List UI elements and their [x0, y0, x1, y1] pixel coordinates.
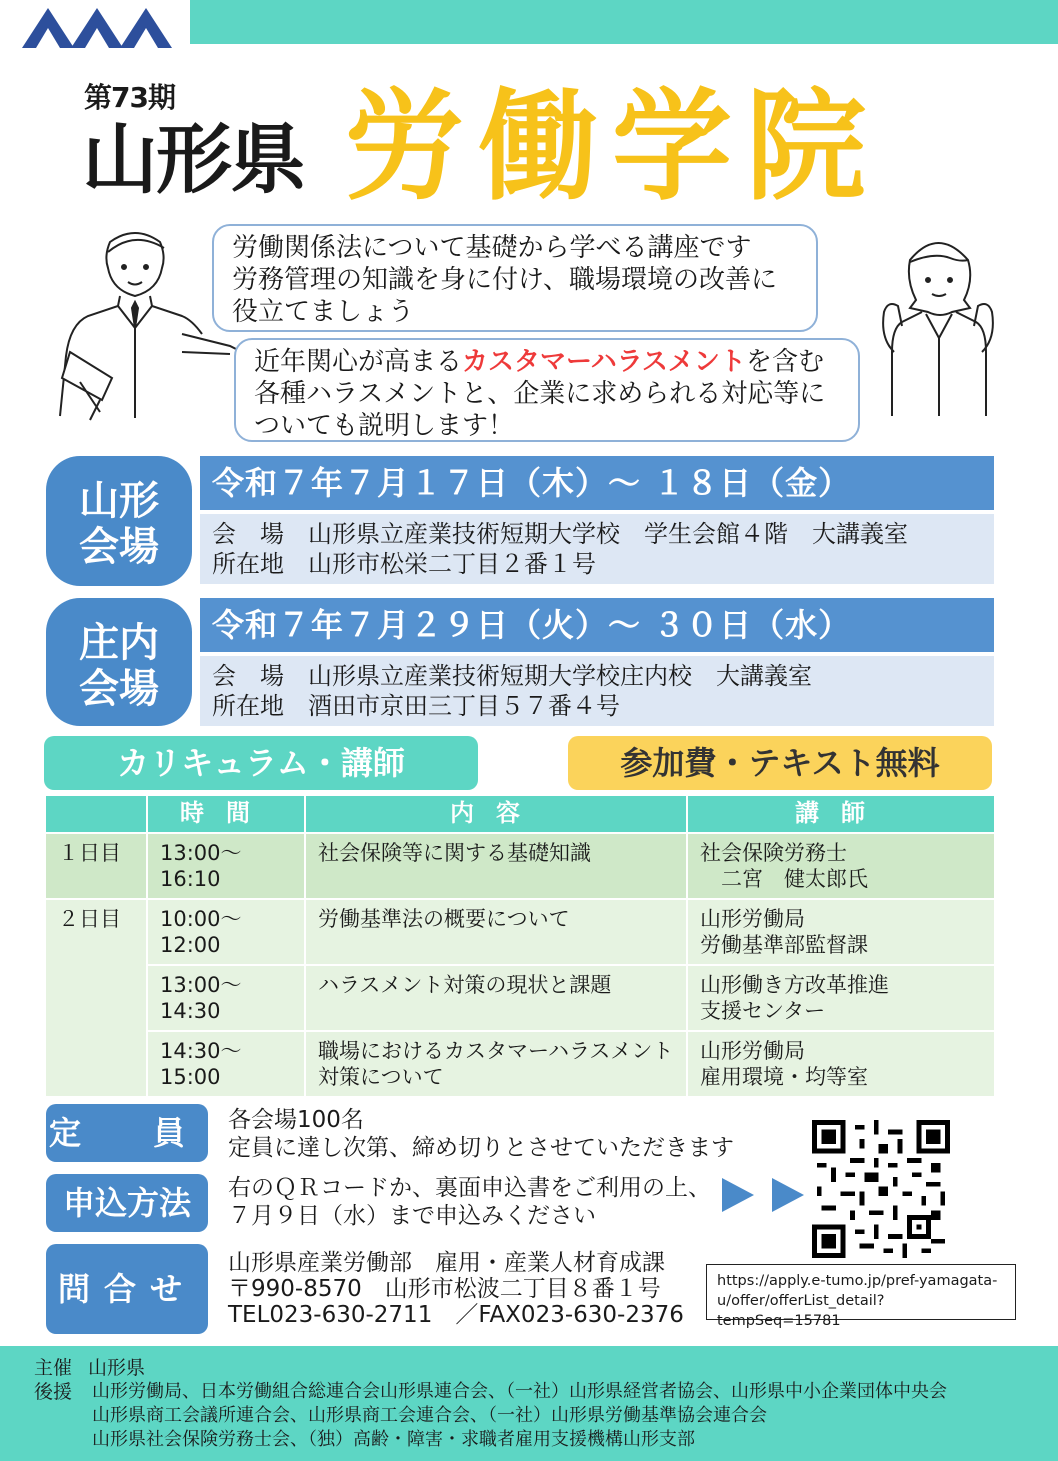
lecturer-line: 二宮 健太郎氏 [700, 867, 868, 891]
table-row [45, 1031, 995, 1097]
url-line: u/offer/offerList_detail?tempSeq=15781 [717, 1293, 885, 1329]
footer [0, 1346, 1058, 1461]
lecturer-line: 山形働き方改革推進 [700, 973, 889, 997]
arrow-right-icon [722, 1178, 754, 1212]
bubble-line: 労働関係法について基礎から学べる講座です [232, 233, 752, 263]
arrow-right-icon [772, 1178, 804, 1212]
contact-line: 山形県産業労働部 雇用・産業人材育成課 [228, 1250, 665, 1276]
top-banner [190, 0, 1058, 44]
bubble-line: ついても説明します！ [254, 411, 515, 441]
lecturer-line: 山形労働局 [700, 1039, 805, 1063]
day-cell: １日目 [45, 833, 147, 899]
term-label: 第73期 [84, 81, 175, 114]
venue-address-box [200, 656, 994, 726]
application-method-label: 申込方法 [46, 1174, 208, 1232]
content-cell: ハラスメント対策の現状と課題 [305, 965, 687, 1031]
institute-title: 労働学院 [344, 78, 880, 217]
bubble-line [254, 346, 840, 378]
businesswoman-illustration [874, 230, 1002, 416]
lecturer-line: 労働基準部監督課 [700, 933, 868, 957]
bubble-text: 近年関心が高まる [254, 347, 463, 377]
lecturer-cell [687, 833, 995, 899]
bubble-text: を含む [745, 347, 824, 377]
time-cell: 13:00～14:30 [147, 965, 305, 1031]
support-line: 山形労働局、日本労働組合総連合会山形県連合会、（一社）山形県経営者協会、山形県中小企業団体中央会 [92, 1381, 947, 1402]
lecturer-cell [687, 1031, 995, 1097]
support-line: 山形県商工会議所連合会、山形県商工会連合会、（一社）山形県労働基準協会連合会 [92, 1405, 767, 1426]
bubble-line: 各種ハラスメントと、企業に求められる対応等に [254, 379, 826, 409]
capacity-line: 各会場100名 [228, 1107, 364, 1133]
contact-line: 〒990-8570 山形市松波二丁目８番１号 [228, 1276, 661, 1302]
speech-bubble-1 [212, 224, 818, 332]
url-line: https://apply.e-tumo.jp/pref-yamagata- [717, 1273, 998, 1289]
venue-place: 会 場 山形県立産業技術短期大学校 学生会館４階 大講義室 [212, 520, 908, 548]
table-header: 内容 [305, 795, 687, 833]
time-cell: 10:00～12:00 [147, 899, 305, 965]
qr-code[interactable] [812, 1120, 950, 1258]
table-row [45, 833, 995, 899]
footer-host-row [34, 1356, 145, 1380]
table-header-row [45, 795, 995, 833]
contact-text [228, 1250, 684, 1328]
support-label: 後援 [34, 1381, 73, 1403]
venue-date: 令和７年７月２９日（火）～ ３０日（水） [200, 598, 994, 652]
venue-address: 所在地 酒田市京田三丁目５７番４号 [212, 692, 620, 720]
day-cell: ２日目 [45, 899, 147, 1097]
venue-tag-line: 山形 [79, 478, 159, 524]
venue-address: 所在地 山形市松栄二丁目２番１号 [212, 550, 596, 578]
venue-address-box [200, 514, 994, 584]
contact-label: 問合せ [46, 1244, 208, 1334]
free-fee-label: 参加費・テキスト無料 [568, 736, 992, 790]
content-cell: 労働基準法の概要について [305, 899, 687, 965]
content-cell [305, 1031, 687, 1097]
content-line: 職場におけるカスタマーハラスメント [318, 1039, 674, 1063]
lecturer-line: 雇用環境・均等室 [700, 1065, 868, 1089]
lecturer-line: 支援センター [700, 999, 826, 1023]
host-label: 主催 [34, 1357, 73, 1379]
table-header: 講師 [687, 795, 995, 833]
lecturer-line: 山形労働局 [700, 907, 805, 931]
host-name: 山形県 [88, 1357, 146, 1379]
lecturer-line: 社会保険労務士 [700, 841, 847, 865]
contact-line: TEL023-630-2711 ／FAX023-630-2376 [228, 1302, 684, 1328]
application-url[interactable] [706, 1264, 1016, 1329]
venue-date: 令和７年７月１７日（木）～ １８日（金） [200, 456, 994, 510]
time-cell: 13:00～16:10 [147, 833, 305, 899]
venue-tag-line: 会場 [79, 666, 159, 712]
support-line: 山形県社会保険労務士会、（独）高齢・障害・求職者雇用支援機構山形支部 [92, 1429, 695, 1450]
content-cell: 社会保険等に関する基礎知識 [305, 833, 687, 899]
venue-tag-yamagata [46, 456, 192, 586]
capacity-line: 定員に達し次第、締め切りとさせていただきます [228, 1135, 734, 1161]
prefecture-title: 山形県 [82, 115, 304, 204]
lecturer-cell [687, 965, 995, 1031]
bubble-line: 役立てましょう [232, 297, 415, 327]
content-line: 対策について [318, 1065, 444, 1089]
table-header: 時間 [147, 795, 305, 833]
application-line: 右のＱＲコードか、裏面申込書をご利用の上、 [228, 1175, 711, 1201]
application-text [228, 1174, 711, 1230]
capacity-text [228, 1106, 734, 1162]
application-line: ７月９日（水）まで申込みください [228, 1203, 596, 1229]
curriculum-table [44, 794, 996, 1098]
lecturer-cell [687, 899, 995, 965]
venue-tag-shonai [46, 598, 192, 726]
capacity-label: 定 員 [46, 1104, 208, 1162]
bubble-line: 労務管理の知識を身に付け、職場環境の改善に [232, 265, 777, 295]
table-row [45, 965, 995, 1031]
venue-tag-line: 庄内 [79, 620, 159, 666]
venue-tag-line: 会場 [79, 524, 159, 570]
time-cell: 14:30～15:00 [147, 1031, 305, 1097]
speech-bubble-2 [234, 338, 860, 442]
highlight-text: カスタマーハラスメント [462, 347, 746, 377]
table-header [45, 795, 147, 833]
logo [22, 4, 172, 48]
venue-place: 会 場 山形県立産業技術短期大学校庄内校 大講義室 [212, 662, 812, 690]
table-row [45, 899, 995, 965]
curriculum-label: カリキュラム・講師 [44, 736, 478, 790]
